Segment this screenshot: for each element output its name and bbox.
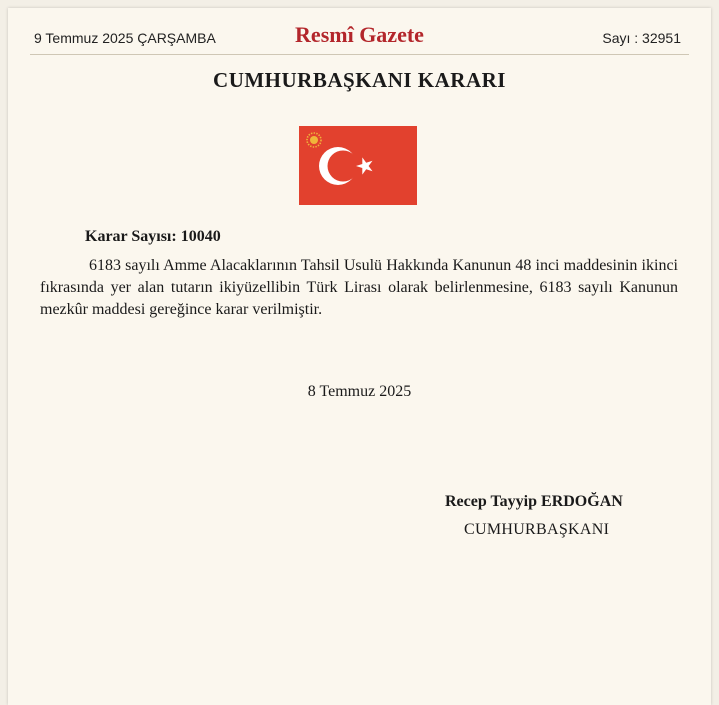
issue-number: Sayı : 32951 [602,30,681,46]
decree-number: Karar Sayısı: 10040 [85,228,221,245]
flag-crescent-inner [328,151,359,182]
signer-name: Recep Tayyip ERDOĞAN [445,493,623,510]
header-divider [30,54,689,55]
gazette-title: Resmî Gazete [295,22,424,47]
turkish-flag-icon [299,126,417,205]
signer-title: CUMHURBAŞKANI [464,521,610,538]
decree-heading: CUMHURBAŞKANI KARARI [213,68,506,92]
header-date: 9 Temmuz 2025 ÇARŞAMBA [34,30,216,46]
gazette-header [8,8,711,54]
decree-date: 8 Temmuz 2025 [307,383,412,400]
decree-body: 6183 sayılı Amme Alacaklarının Tahsil Usulü Hakkında Kanunun 48 inci maddesinin ikinci fıkrasında yer alan tutarın ikiyüzellibin Türk Lirası olarak belirlenmesine, 6183 sayılı Kanunun mezkûr maddesi gereğince karar verilmiştir. [40,257,678,318]
gazette-page [8,8,711,705]
